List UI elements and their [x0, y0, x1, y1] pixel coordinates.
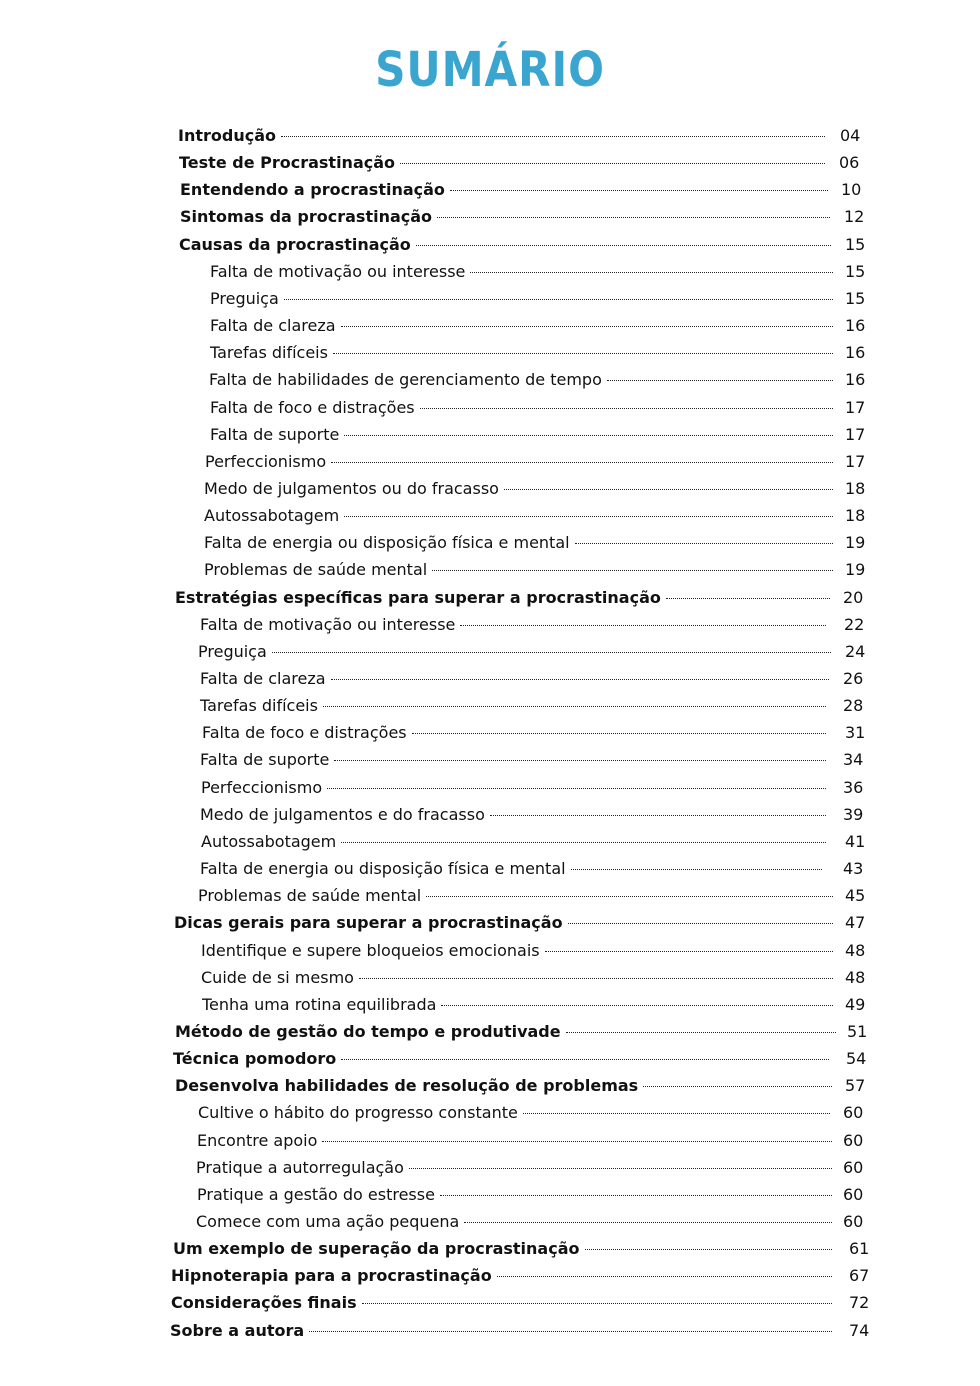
toc-entry [198, 1099, 830, 1126]
toc-entry-label: Problemas de saúde mental [198, 886, 422, 906]
dot-leader [416, 245, 831, 246]
toc-entry-label: Pratique a autorregulação [196, 1157, 404, 1177]
toc-entry-page-number: 45 [845, 886, 866, 906]
toc-entry-label: Entendendo a procrastinação [180, 180, 445, 200]
toc-entry-label: Falta de motivação ou interesse [210, 261, 466, 281]
toc-entry [201, 828, 826, 855]
toc-entry-label: Falta de energia ou disposição física e mental [200, 859, 566, 879]
dot-leader [545, 951, 833, 952]
toc-entry-page-number: 16 [845, 343, 866, 363]
dot-leader [523, 1113, 830, 1114]
toc-entry-page-number: 49 [845, 994, 866, 1014]
toc-entry-page-number: 31 [845, 723, 866, 743]
dot-leader [441, 1005, 833, 1006]
toc-entry-page-number: 15 [845, 234, 866, 254]
toc-entry [173, 1235, 832, 1262]
toc-entry [179, 149, 825, 176]
toc-entry [175, 584, 830, 611]
toc-entry [204, 556, 833, 583]
dot-leader [284, 299, 833, 300]
toc-entry-label: Falta de foco e distrações [202, 723, 407, 743]
dot-leader [426, 896, 833, 897]
toc-entry-page-number: 57 [845, 1076, 866, 1096]
toc-entry-label: Introdução [178, 126, 276, 145]
dot-leader [341, 842, 826, 843]
dot-leader [400, 163, 825, 164]
toc-entry-page-number: 19 [845, 560, 866, 580]
toc-entry [210, 258, 833, 285]
toc-entry [197, 1181, 832, 1208]
toc-entry-label: Falta de clareza [200, 669, 326, 688]
dot-leader [333, 353, 833, 354]
dot-leader [420, 408, 833, 409]
toc-entry-label: Comece com uma ação pequena [196, 1212, 460, 1231]
toc-entry-page-number: 41 [845, 831, 866, 851]
toc-entry-label: Preguiça [198, 641, 267, 661]
toc-entry-label: Causas da procrastinação [179, 234, 411, 254]
toc-entry-label: Considerações finais [171, 1293, 357, 1313]
toc-entry [210, 312, 833, 339]
toc-entry-page-number: 60 [843, 1103, 864, 1123]
toc-entry-label: Dicas gerais para superar a procrastinação [174, 913, 563, 933]
dot-leader [412, 733, 826, 734]
dot-leader [666, 598, 830, 599]
toc-entry [201, 774, 826, 801]
toc-entry [204, 502, 833, 529]
dot-leader [331, 679, 829, 680]
toc-entry-page-number: 48 [845, 967, 866, 987]
toc-entry [205, 448, 833, 475]
toc-entry [200, 855, 822, 882]
toc-entry [200, 801, 826, 828]
toc-entry-label: Cuide de si mesmo [201, 967, 354, 987]
toc-entry [210, 394, 833, 421]
dot-leader [281, 136, 825, 137]
toc-entry-label: Perfeccionismo [201, 777, 323, 797]
toc-entry-page-number: 15 [845, 261, 866, 281]
toc-entry-page-number: 18 [845, 506, 866, 526]
dot-leader [607, 380, 833, 381]
toc-entry-label: Perfeccionismo [205, 451, 327, 471]
dot-leader [490, 815, 826, 816]
toc-entry-label: Identifique e supere bloqueios emocionais [201, 940, 540, 960]
toc-entry [180, 203, 830, 230]
toc-entry-label: Teste de Procrastinação [179, 153, 396, 173]
dot-leader [344, 435, 833, 436]
toc-entry [180, 176, 828, 203]
toc-entry-page-number: 16 [845, 370, 866, 390]
toc-entry [204, 475, 833, 502]
toc-entry-page-number: 17 [845, 451, 866, 471]
toc-entry-page-number: 20 [843, 587, 864, 607]
dot-leader [497, 1276, 832, 1277]
toc-entry-label: Hipnoterapia para a procrastinação [171, 1266, 492, 1286]
dot-leader [585, 1249, 833, 1250]
toc-entry-label: Falta de habilidades de gerenciamento de tempo [209, 370, 602, 390]
toc-entry-label: Método de gestão do tempo e produtivade [175, 1021, 561, 1041]
toc-entry-label: Problemas de saúde mental [204, 560, 428, 580]
toc-entry [171, 1289, 832, 1316]
toc-entry-label: Tenha uma rotina equilibrada [202, 994, 437, 1014]
dot-leader [344, 516, 833, 517]
dot-leader [470, 272, 833, 273]
toc-entry-label: Encontre apoio [197, 1130, 318, 1150]
toc-entry-page-number: 16 [845, 316, 866, 336]
toc-entry-page-number: 28 [843, 696, 864, 716]
dot-leader [362, 1303, 832, 1304]
toc-entry [210, 285, 833, 312]
toc-entry-page-number: 61 [849, 1239, 870, 1259]
dot-leader [437, 217, 830, 218]
toc-entry-page-number: 67 [849, 1266, 870, 1286]
toc-entry [197, 1127, 832, 1154]
toc-entry [179, 231, 831, 258]
toc-entry [171, 1262, 832, 1289]
toc-entry-page-number: 43 [843, 859, 864, 879]
toc-entry-label: Estratégias específicas para superar a procrastinação [175, 587, 661, 607]
toc-entry-label: Falta de suporte [200, 750, 330, 770]
toc-entry [201, 964, 833, 991]
toc-entry [198, 882, 833, 909]
toc-entry-page-number: 18 [845, 478, 866, 498]
dot-leader [327, 788, 826, 789]
dot-leader [409, 1168, 832, 1169]
dot-leader [341, 1059, 829, 1060]
dot-leader [575, 543, 833, 544]
toc-entry-label: Falta de suporte [210, 424, 340, 444]
toc-entry-page-number: 51 [847, 1021, 868, 1041]
dot-leader [331, 462, 833, 463]
toc-entry [170, 1317, 832, 1344]
toc-entry-label: Medo de julgamentos e do fracasso [200, 804, 485, 824]
toc-entry-label: Técnica pomodoro [173, 1049, 337, 1069]
toc-entry [200, 611, 826, 638]
toc-entry-label: Desenvolva habilidades de resolução de problemas [175, 1076, 639, 1096]
toc-entry-page-number: 36 [843, 777, 864, 797]
toc-entry-label: Pratique a gestão do estresse [197, 1184, 435, 1204]
toc-entry [201, 937, 833, 964]
toc-entry-page-number: 60 [843, 1130, 864, 1150]
toc-entry-label: Tarefas difíceis [210, 343, 328, 363]
toc-entry-label: Um exemplo de superação da procrastinação [173, 1239, 580, 1259]
toc-entry-page-number: 22 [844, 614, 865, 634]
toc-entry [204, 529, 833, 556]
dot-leader [309, 1331, 832, 1332]
dot-leader [272, 652, 831, 653]
toc-entry [178, 122, 825, 149]
page-title: SUMÁRIO [375, 42, 605, 98]
toc-entry [173, 1045, 829, 1072]
dot-leader [566, 1032, 836, 1033]
toc-entry [209, 366, 833, 393]
toc-entry-page-number: 06 [839, 153, 860, 173]
toc-entry-label: Falta de motivação ou interesse [200, 614, 456, 634]
toc-entry-page-number: 17 [845, 397, 866, 417]
toc-entry [174, 909, 833, 936]
toc-entry-page-number: 19 [845, 533, 866, 553]
toc-entry-page-number: 60 [843, 1157, 864, 1177]
dot-leader [643, 1086, 832, 1087]
toc-entry [200, 692, 826, 719]
toc-entry-page-number: 47 [845, 913, 866, 933]
toc-entry-page-number: 34 [843, 750, 864, 770]
toc-entry [196, 1208, 832, 1235]
dot-leader [341, 326, 833, 327]
toc-entry-label: Falta de clareza [210, 316, 336, 336]
toc-entry [200, 746, 826, 773]
dot-leader [571, 869, 822, 870]
toc-entry [198, 638, 831, 665]
dot-leader [322, 1141, 832, 1142]
dot-leader [440, 1195, 832, 1196]
toc-entry [210, 421, 833, 448]
dot-leader [323, 706, 826, 707]
toc-entry-page-number: 72 [849, 1293, 870, 1313]
toc-entry-page-number: 60 [843, 1212, 864, 1231]
dot-leader [359, 978, 833, 979]
dot-leader [460, 625, 826, 626]
toc-entry [210, 339, 833, 366]
toc-entry-page-number: 12 [844, 207, 865, 227]
toc-entry [202, 719, 826, 746]
toc-entry-page-number: 15 [845, 288, 866, 308]
toc-entry-label: Autossabotagem [204, 506, 340, 526]
toc-entry-page-number: 04 [840, 126, 861, 145]
toc-entry-label: Cultive o hábito do progresso constante [198, 1103, 518, 1123]
toc-entry-label: Medo de julgamentos ou do fracasso [204, 478, 499, 498]
toc-entry-label: Preguiça [210, 288, 279, 308]
toc-entry-page-number: 17 [845, 424, 866, 444]
toc-entry-label: Sobre a autora [170, 1320, 305, 1340]
dot-leader [450, 190, 828, 191]
dot-leader [432, 570, 833, 571]
toc-entry-page-number: 39 [843, 804, 864, 824]
toc-entry [196, 1154, 832, 1181]
toc-entry-page-number: 26 [843, 669, 864, 688]
toc-entry-page-number: 74 [849, 1320, 870, 1340]
toc-entry-page-number: 54 [846, 1049, 867, 1069]
toc-entry-page-number: 48 [845, 940, 866, 960]
toc-entry-label: Tarefas difíceis [200, 696, 318, 716]
toc-entry-page-number: 24 [845, 641, 866, 661]
toc-entry-label: Sintomas da procrastinação [180, 207, 433, 227]
dot-leader [334, 760, 826, 761]
toc-entry [175, 1018, 836, 1045]
toc-entry-page-number: 10 [841, 180, 862, 200]
toc-entry [202, 991, 833, 1018]
toc-entry [175, 1072, 832, 1099]
dot-leader [568, 923, 833, 924]
toc-entry-label: Falta de energia ou disposição física e mental [204, 533, 570, 553]
toc-entry-label: Falta de foco e distrações [210, 397, 415, 417]
toc-entry [200, 665, 829, 692]
toc-entry-page-number: 60 [843, 1184, 864, 1204]
dot-leader [504, 489, 833, 490]
toc-entry-label: Autossabotagem [201, 831, 337, 851]
dot-leader [464, 1222, 832, 1223]
